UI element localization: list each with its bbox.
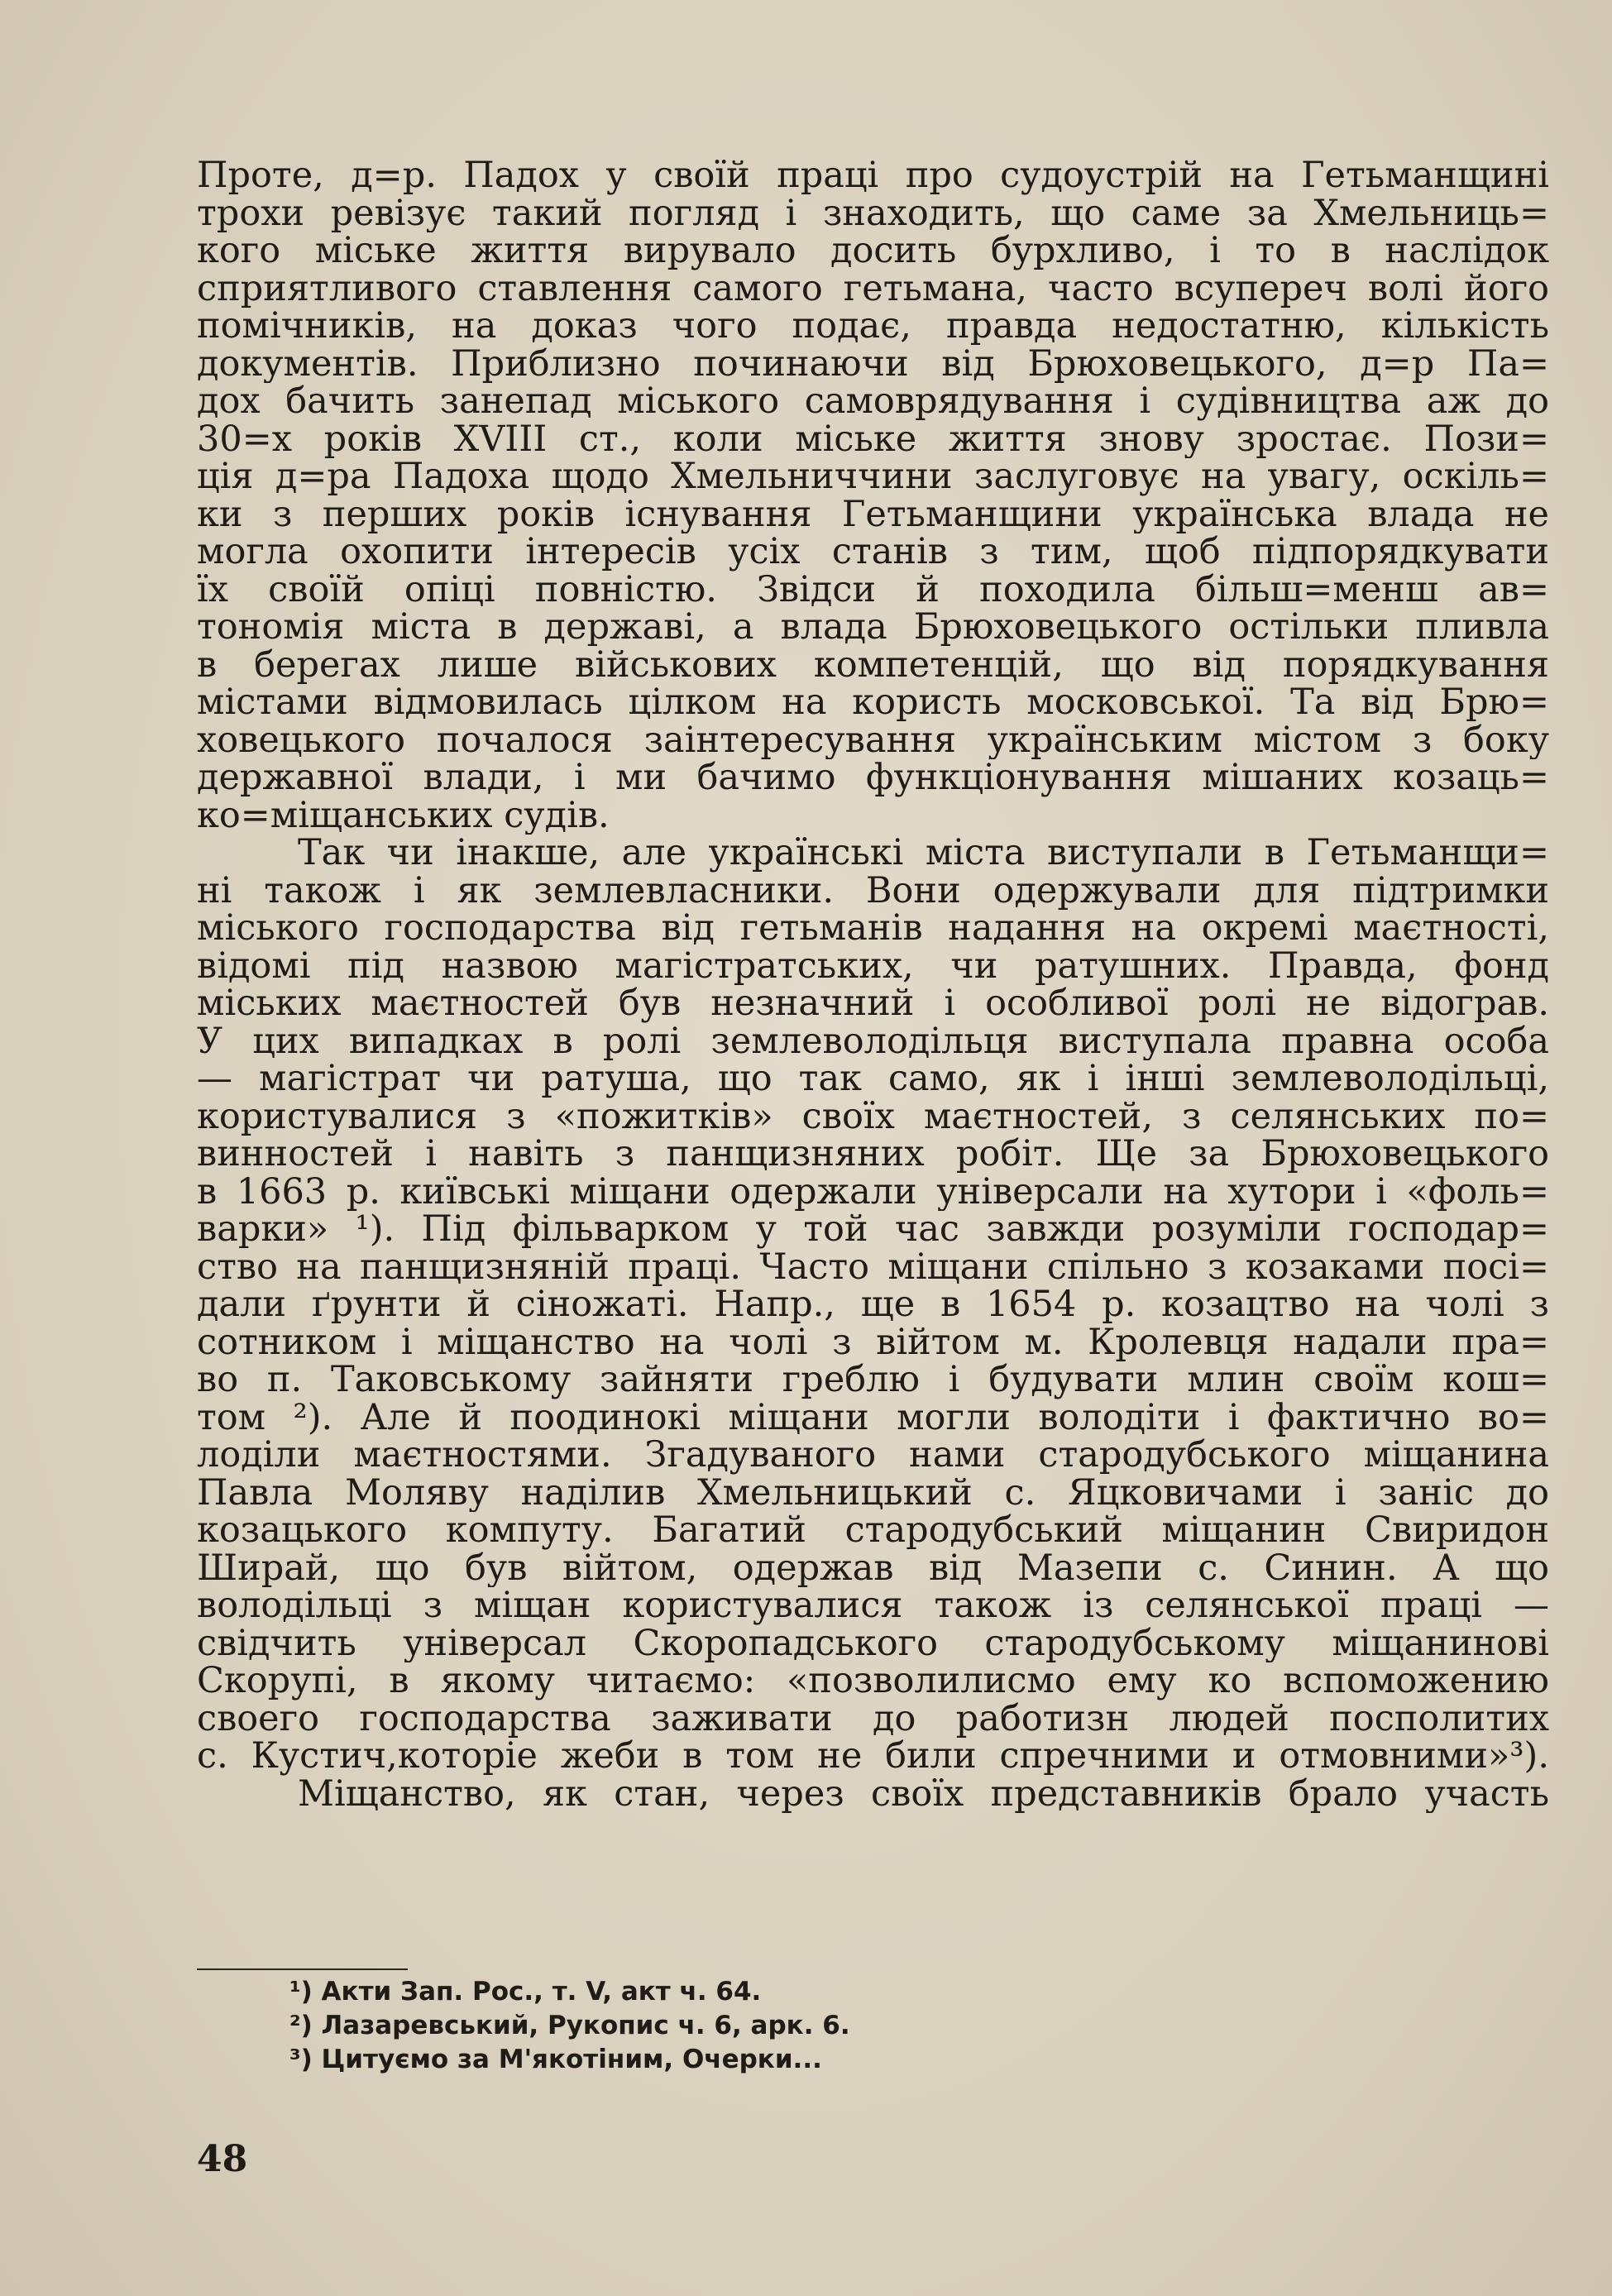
text-line: ція д=ра Падоха щодо Хмельниччини заслуговує на увагу, оскіль= [197,458,1549,496]
text-line: дали ґрунти й сіножаті. Напр., ще в 1654 р. козацтво на чолі з [197,1286,1549,1324]
text-line: в 1663 р. київські міщани одержали універсали на хутори і «фоль= [197,1173,1549,1211]
footnote: ²) Лазаревський, Рукопис ч. 6, арк. 6. [289,2011,850,2040]
text-line: с. Кустич,которіе жеби в том не били спречними и отмовними»³). [197,1738,1549,1776]
text-line: Ширай, що був війтом, одержав від Мазепи с. Синин. А що [197,1549,1549,1587]
text-line: документів. Приблизно починаючи від Брюховецького, д=р Па= [197,345,1549,383]
text-line: міського господарства від гетьманів надання на окремі маєтності, [197,910,1549,948]
text-line: — магістрат чи ратуша, що так само, як і інші землеволодільці, [197,1060,1549,1098]
text-line: своего господарства заживати до работизн людей посполитих [197,1700,1549,1738]
text-line: свідчить універсал Скоропадського стародубському міщанинові [197,1624,1549,1662]
text-line: державної влади, і ми бачимо функціонування мішаних козаць= [197,759,1549,797]
text-line: сприятливого ставлення самого гетьмана, часто всупереч волі його [197,270,1549,308]
text-line: відомі під назвою магістратських, чи ратушних. Правда, фонд [197,947,1549,985]
text-line: ховецького почалося заінтересування українським містом з боку [197,721,1549,759]
text-line: трохи ревізує такий погляд і знаходить, що саме за Хмельниць= [197,194,1549,232]
text-line: в берегах лише військових компетенцій, що від порядкування [197,646,1549,684]
text-line: тономія міста в державі, а влада Брюховецького остільки пливла [197,609,1549,647]
text-line: У цих випадках в ролі землеволодільця виступала правна особа [197,1022,1549,1060]
footnotes [289,1975,1282,2077]
footnote: ¹) Акти Зап. Рос., т. V, акт ч. 64. [289,1977,762,2007]
text-line: том ²). Але й поодинокі міщани могли володіти і фактично во= [197,1399,1549,1437]
text-line: містами відмовилась цілком на користь московської. Та від Брю= [197,684,1549,722]
paragraph-start-line: Міщанство, як стан, через своїх представників брало участь [298,1775,1549,1813]
text-line: винностей і навіть з панщизняних робіт. Ще за Брюховецького [197,1136,1549,1174]
text-line: їх своїй опіці повністю. Звідси й походила більш=менш ав= [197,571,1549,609]
text-line: помічників, на доказ чого подає, правда недостатню, кількість [197,308,1549,346]
text-line: ко=міщанських судів. [197,796,610,835]
text-line: лоділи маєтностями. Згадуваного нами стародубського міщанина [197,1437,1549,1475]
text-line: во п. Таковському зайняти греблю і будувати млин своїм кош= [197,1361,1549,1399]
text-line: ки з перших років існування Гетьманщини українська влада не [197,495,1549,533]
text-line: користувалися з «пожитків» своїх маєтностей, з селянських по= [197,1098,1549,1136]
text-line: Проте, д=р. Падох у своїй праці про судоустрій на Гетьманщині [197,157,1549,195]
text-line: ство на панщизняній праці. Часто міщани спільно з козаками посі= [197,1248,1549,1286]
footnote-divider [197,1968,408,1970]
paragraph-start-line: Так чи інакше, але українські міста виступали в Гетьманщи= [298,835,1549,873]
text-line: ні також і як землевласники. Вони одержували для підтримки [197,872,1549,910]
text-line: дох бачить занепад міського самоврядування і судівництва аж до [197,383,1549,421]
text-line: міських маєтностей був незначний і особливої ролі не відограв. [197,985,1549,1023]
text-line: володільці з міщан користувалися також із селянської праці — [197,1587,1549,1625]
page-number: 48 [197,2138,248,2180]
body-text [197,157,1549,1813]
footnote: ³) Цитуємо за М'якотіним, Очерки... [289,2045,822,2074]
text-line: 30=х років XVIII ст., коли міське життя знову зростає. Пози= [197,420,1549,458]
text-line: козацького компуту. Багатий стародубський міщанин Свиридон [197,1512,1549,1550]
text-line: варки» ¹). Під фільварком у той час завжди розуміли господар= [197,1211,1549,1249]
text-line: сотником і міщанство на чолі з війтом м. Кролевця надали пра= [197,1323,1549,1361]
text-line: могла охопити інтересів усіх станів з тим, щоб підпорядкувати [197,533,1549,572]
text-line: кого міське життя вирувало досить бурхливо, і то в наслідок [197,232,1549,270]
text-line: Павла Моляву наділив Хмельницький с. Яцковичами і заніс до [197,1474,1549,1512]
text-line: Скорупі, в якому читаємо: «позволилисмо ему ко вспоможению [197,1662,1549,1700]
